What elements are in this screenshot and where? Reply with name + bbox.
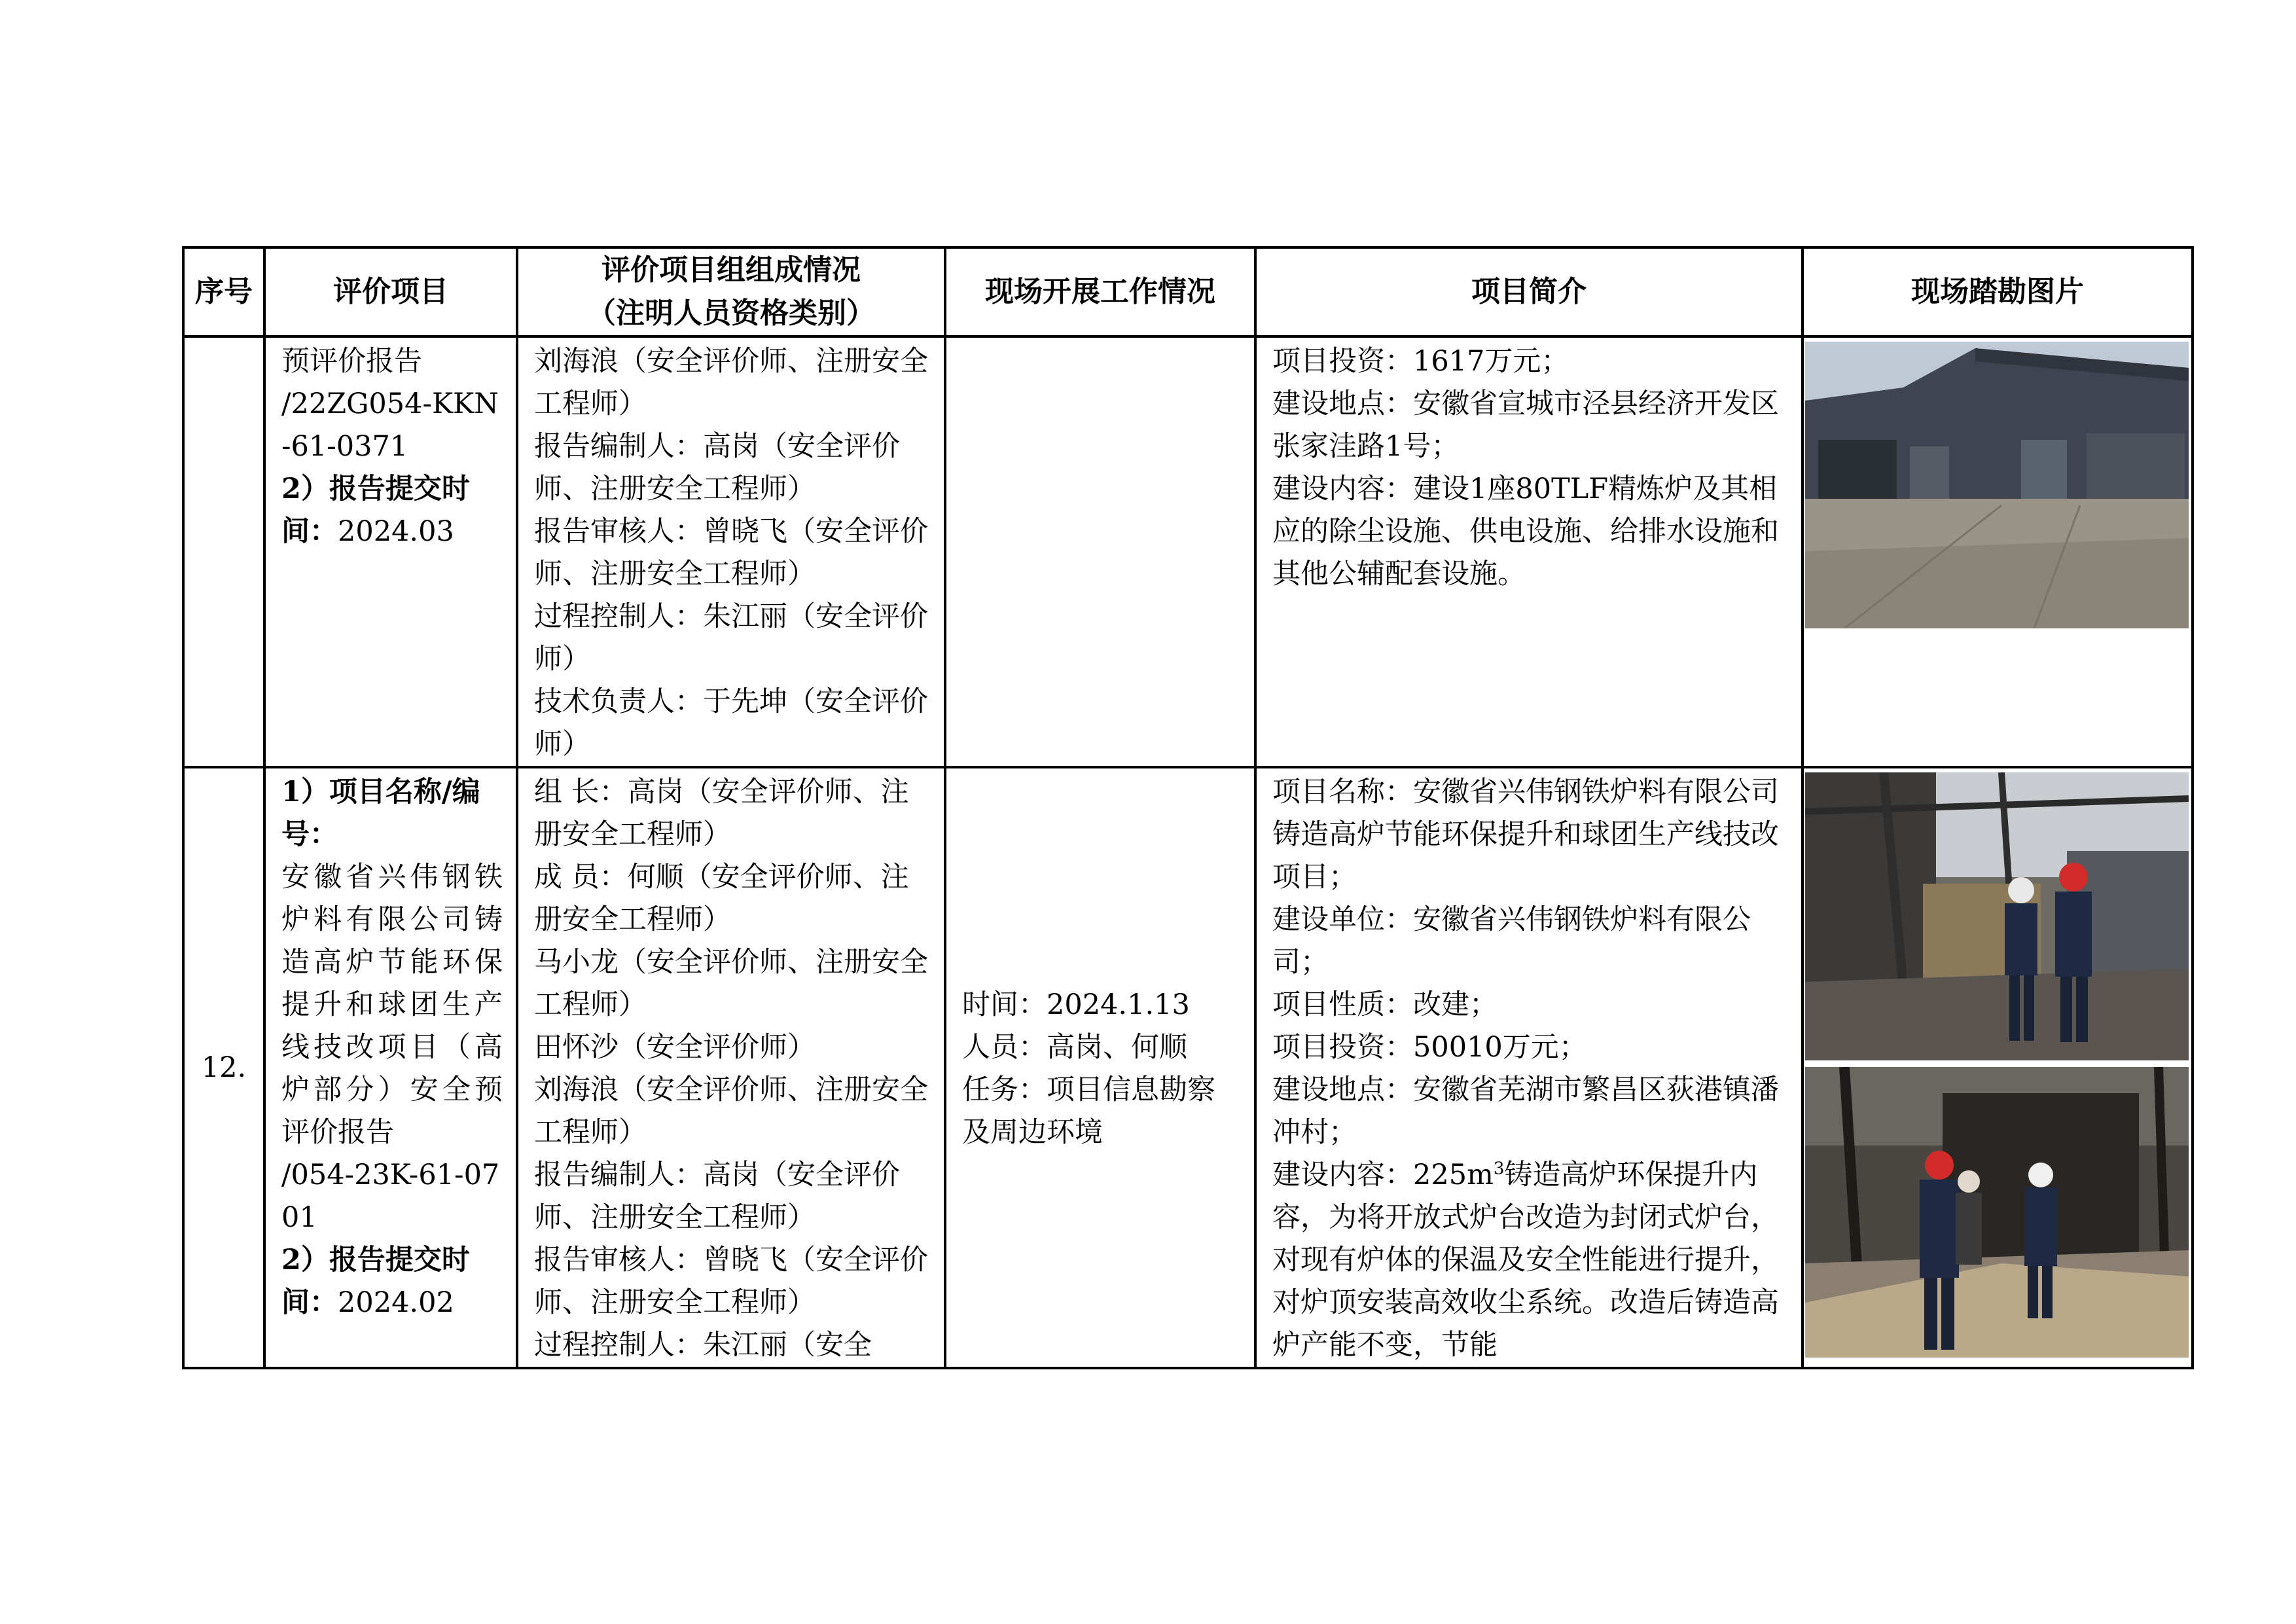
team-member: 报告审核人：曾晓飞（安全评价师、注册安全工程师） bbox=[534, 515, 928, 590]
work-line: 人员：高岗、何顺 bbox=[962, 1031, 1187, 1064]
intro-line: 项目性质：改建； bbox=[1272, 988, 1498, 1021]
row2-project-cell bbox=[264, 767, 517, 1368]
intro-line: 建设地点：安徽省芜湖市繁昌区荻港镇潘冲村； bbox=[1272, 1074, 1779, 1149]
site-photo-inspection-2 bbox=[1805, 1067, 2189, 1358]
team-member: 马小龙（安全评价师、注册安全工程师） bbox=[534, 946, 928, 1021]
row1-submit-label: 2）报告提交时间： bbox=[281, 473, 470, 548]
row1-submit-date: 2024.03 bbox=[338, 515, 454, 548]
row2-seq: 12. bbox=[183, 767, 264, 1368]
intro-line: 建设内容：建设1座80TLF精炼炉及其相应的除尘设施、供电设施、给排水设施和其他公辅配套设施。 bbox=[1272, 473, 1779, 590]
row1-project-line: -61-0371 bbox=[281, 430, 408, 463]
header-project: 评价项目 bbox=[264, 247, 517, 336]
row1-project-line: /22ZG054-KKN bbox=[281, 388, 499, 420]
row2-submit-date: 2024.02 bbox=[338, 1286, 454, 1319]
header-seq: 序号 bbox=[183, 247, 264, 336]
row2-intro-cell bbox=[1255, 767, 1803, 1368]
row2-name-label: 1）项目名称/编号： bbox=[281, 776, 480, 851]
team-member: 技术负责人：于先坤（安全评价师） bbox=[534, 685, 928, 761]
intro-line: 项目投资：50010万元； bbox=[1272, 1031, 1587, 1064]
intro-line: 建设内容：$225m^3$铸造高炉环保提升内容，为将开放式炉台改造为封闭式炉台，对现有炉体的保温及安全性能进行提升，对炉顶安装高效收尘系统。改造后铸造高炉产能不变，节能 bbox=[1272, 1159, 1779, 1362]
row1-photo-cell bbox=[1803, 336, 2193, 767]
row2-project-code: /054-23K-61-0701 bbox=[281, 1159, 500, 1234]
intro-line: 项目投资：1617万元； bbox=[1272, 345, 1570, 378]
evaluation-table bbox=[182, 246, 2194, 1369]
table-row bbox=[183, 767, 2193, 1368]
site-photo-inspection-1 bbox=[1805, 772, 2189, 1060]
team-member: 刘海浪（安全评价师、注册安全工程师） bbox=[534, 345, 928, 420]
intro-line: 建设单位：安徽省兴伟钢铁炉料有限公司； bbox=[1272, 903, 1751, 979]
site-photo-warehouse bbox=[1805, 342, 2189, 628]
row2-project-name: 安徽省兴伟钢铁炉料有限公司铸造高炉节能环保提升和球团生产线技改项目（高炉部分）安全预评价报告 bbox=[281, 861, 503, 1149]
row1-work-cell bbox=[945, 336, 1255, 767]
team-member: 过程控制人：朱江丽（安全评价师） bbox=[534, 600, 928, 676]
team-member: 组 长：高岗（安全评价师、注册安全工程师） bbox=[534, 776, 909, 851]
row1-intro-cell bbox=[1255, 336, 1803, 767]
row2-photo-cell bbox=[1803, 767, 2193, 1368]
row1-seq bbox=[183, 336, 264, 767]
row1-team-cell bbox=[517, 336, 945, 767]
work-line: 时间：2024.1.13 bbox=[962, 988, 1190, 1021]
row2-work-cell bbox=[945, 767, 1255, 1368]
team-member: 报告审核人：曾晓飞（安全评价师、注册安全工程师） bbox=[534, 1244, 928, 1319]
header-intro: 项目简介 bbox=[1255, 247, 1803, 336]
team-member: 刘海浪（安全评价师、注册安全工程师） bbox=[534, 1074, 928, 1149]
row2-submit-label: 2）报告提交时间： bbox=[281, 1244, 470, 1319]
row2-team-cell bbox=[517, 767, 945, 1368]
row1-project-cell bbox=[264, 336, 517, 767]
team-member: 过程控制人：朱江丽（安全 bbox=[534, 1329, 872, 1362]
header-work: 现场开展工作情况 bbox=[945, 247, 1255, 336]
row1-project-line: 预评价报告 bbox=[281, 345, 422, 378]
intro-line: 项目名称：安徽省兴伟钢铁炉料有限公司铸造高炉节能环保提升和球团生产线技改项目； bbox=[1272, 776, 1779, 893]
header-team: 评价项目组组成情况 （注明人员资格类别） bbox=[517, 247, 945, 336]
work-line: 任务：项目信息勘察及周边环境 bbox=[962, 1074, 1215, 1149]
team-member: 田怀沙（安全评价师） bbox=[534, 1031, 816, 1064]
header-photos: 现场踏勘图片 bbox=[1803, 247, 2193, 336]
table-header-row bbox=[183, 247, 2193, 336]
team-member: 报告编制人：高岗（安全评价师、注册安全工程师） bbox=[534, 430, 900, 505]
intro-line: 建设地点：安徽省宣城市泾县经济开发区张家洼路1号； bbox=[1272, 388, 1779, 463]
table-row bbox=[183, 336, 2193, 767]
team-member: 成 员：何顺（安全评价师、注册安全工程师） bbox=[534, 861, 909, 936]
team-member: 报告编制人：高岗（安全评价师、注册安全工程师） bbox=[534, 1159, 900, 1234]
